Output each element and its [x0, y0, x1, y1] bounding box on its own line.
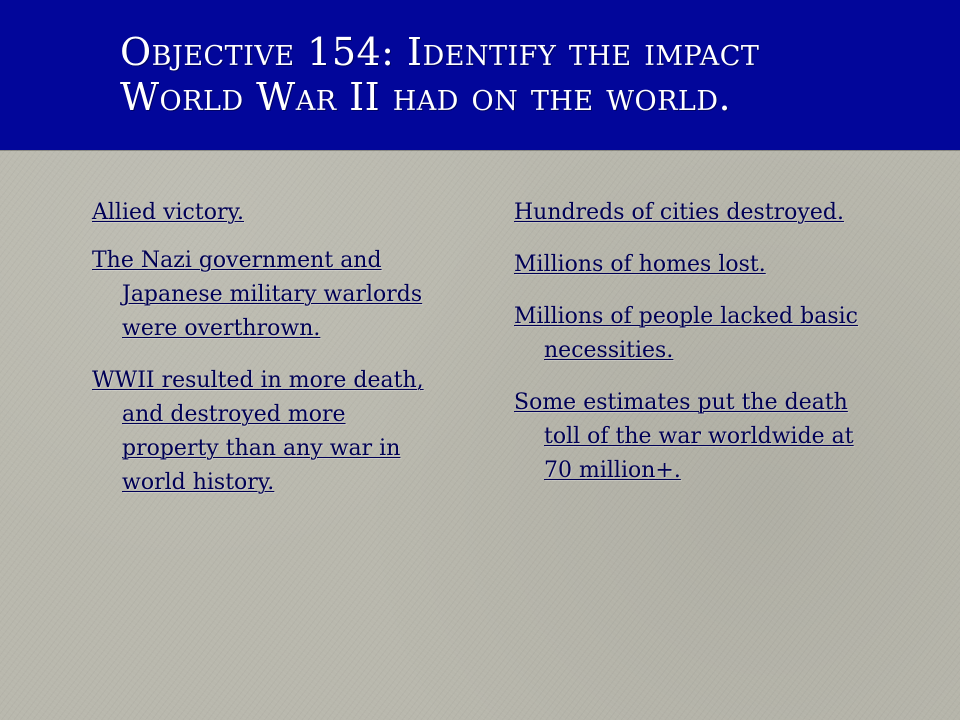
right-bullet-list — [514, 196, 884, 502]
bullet-lacked-necessities[interactable]: Millions of people lacked basic necessities. — [514, 304, 858, 363]
slide-title — [120, 30, 900, 120]
bullet-homes-lost[interactable]: Millions of homes lost. — [514, 252, 766, 277]
bullet-cities-destroyed[interactable]: Hundreds of cities destroyed. — [514, 200, 844, 225]
bullet-allied-victory[interactable]: Allied victory. — [92, 200, 244, 225]
bullet-death-toll[interactable]: Some estimates put the death toll of the war worldwide at 70 million+. — [514, 390, 854, 483]
slide-title-line-2: World War II had on the world. — [120, 75, 732, 119]
slide-title-line-1: Objective 154: Identify the impact — [120, 30, 760, 74]
title-bar — [0, 0, 960, 150]
bullet-death-and-destruction: WWII resulted in more death, and destroyed more property than any war in world history. — [92, 368, 424, 495]
left-bullet-list — [92, 196, 432, 514]
bullet-governments-overthrown[interactable]: The Nazi government and Japanese military warlords were overthrown. — [92, 248, 423, 341]
